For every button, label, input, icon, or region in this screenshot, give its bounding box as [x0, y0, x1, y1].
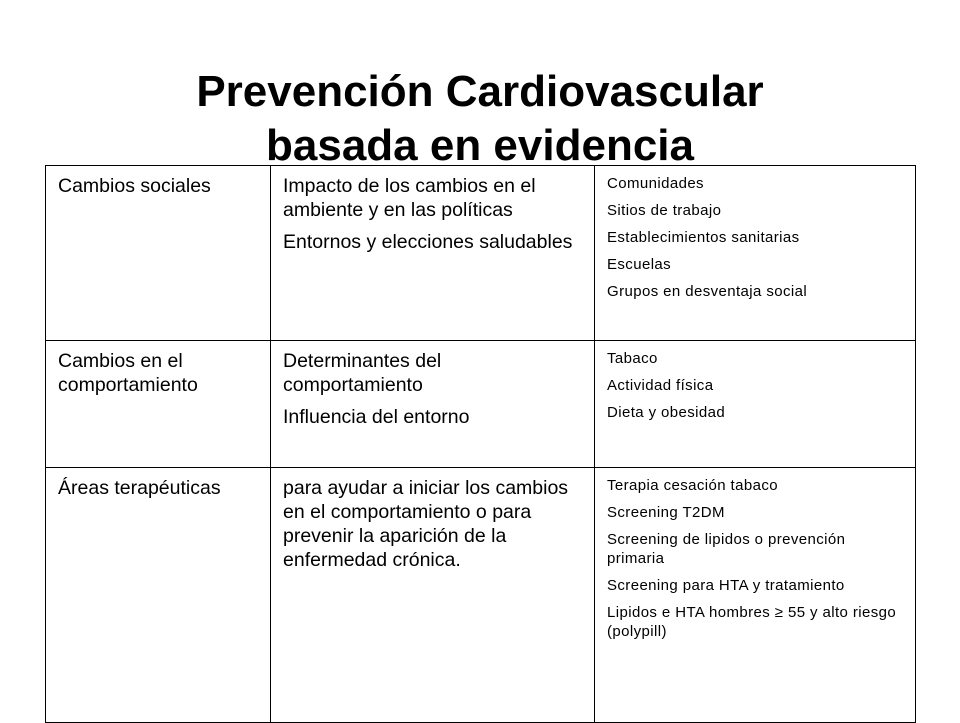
- description-text: Entornos y elecciones saludables: [283, 231, 573, 253]
- category-cell: [46, 468, 271, 723]
- category-label: Áreas terapéuticas: [58, 477, 221, 499]
- list-item: Screening T2DM: [607, 504, 725, 521]
- description-text: Determinantes del comportamiento: [283, 350, 442, 396]
- list-item: Terapia cesación tabaco: [607, 477, 778, 494]
- items-cell: [595, 341, 916, 468]
- evidence-table: [45, 165, 916, 723]
- description-cell: [271, 166, 595, 341]
- list-item: Establecimientos sanitarias: [607, 229, 800, 246]
- items-cell: [595, 468, 916, 723]
- list-item: Dieta y obesidad: [607, 404, 726, 421]
- list-item: Comunidades: [607, 175, 704, 192]
- table-row: [46, 341, 916, 468]
- list-item: Escuelas: [607, 256, 672, 273]
- description-text: Impacto de los cambios en el ambiente y en las políticas: [283, 175, 536, 221]
- table-row: [46, 468, 916, 723]
- list-item: Grupos en desventaja social: [607, 283, 808, 300]
- list-item: Tabaco: [607, 350, 658, 367]
- description-cell: [271, 341, 595, 468]
- slide-title: [0, 65, 960, 173]
- list-item: Actividad física: [607, 377, 714, 394]
- category-label: Cambios sociales: [58, 175, 211, 197]
- category-cell: [46, 166, 271, 341]
- table-row: [46, 166, 916, 341]
- list-item: Screening de lipidos o prevención primaria: [607, 531, 846, 567]
- list-item: Sitios de trabajo: [607, 202, 722, 219]
- description-text: para ayudar a iniciar los cambios en el comportamiento o para prevenir la aparición de la enfermedad crónica.: [283, 477, 569, 571]
- category-cell: [46, 341, 271, 468]
- description-cell: [271, 468, 595, 723]
- list-item: Lipidos e HTA hombres ≥ 55 y alto riesgo (polypill): [607, 604, 897, 640]
- list-item: Screening para HTA y tratamiento: [607, 577, 845, 594]
- slide-title-line-2: basada en evidencia: [266, 121, 694, 171]
- slide-title-line-1: Prevención Cardiovascular: [196, 67, 764, 117]
- items-cell: [595, 166, 916, 341]
- category-label: Cambios en el comportamiento: [58, 350, 198, 396]
- description-text: Influencia del entorno: [283, 406, 470, 428]
